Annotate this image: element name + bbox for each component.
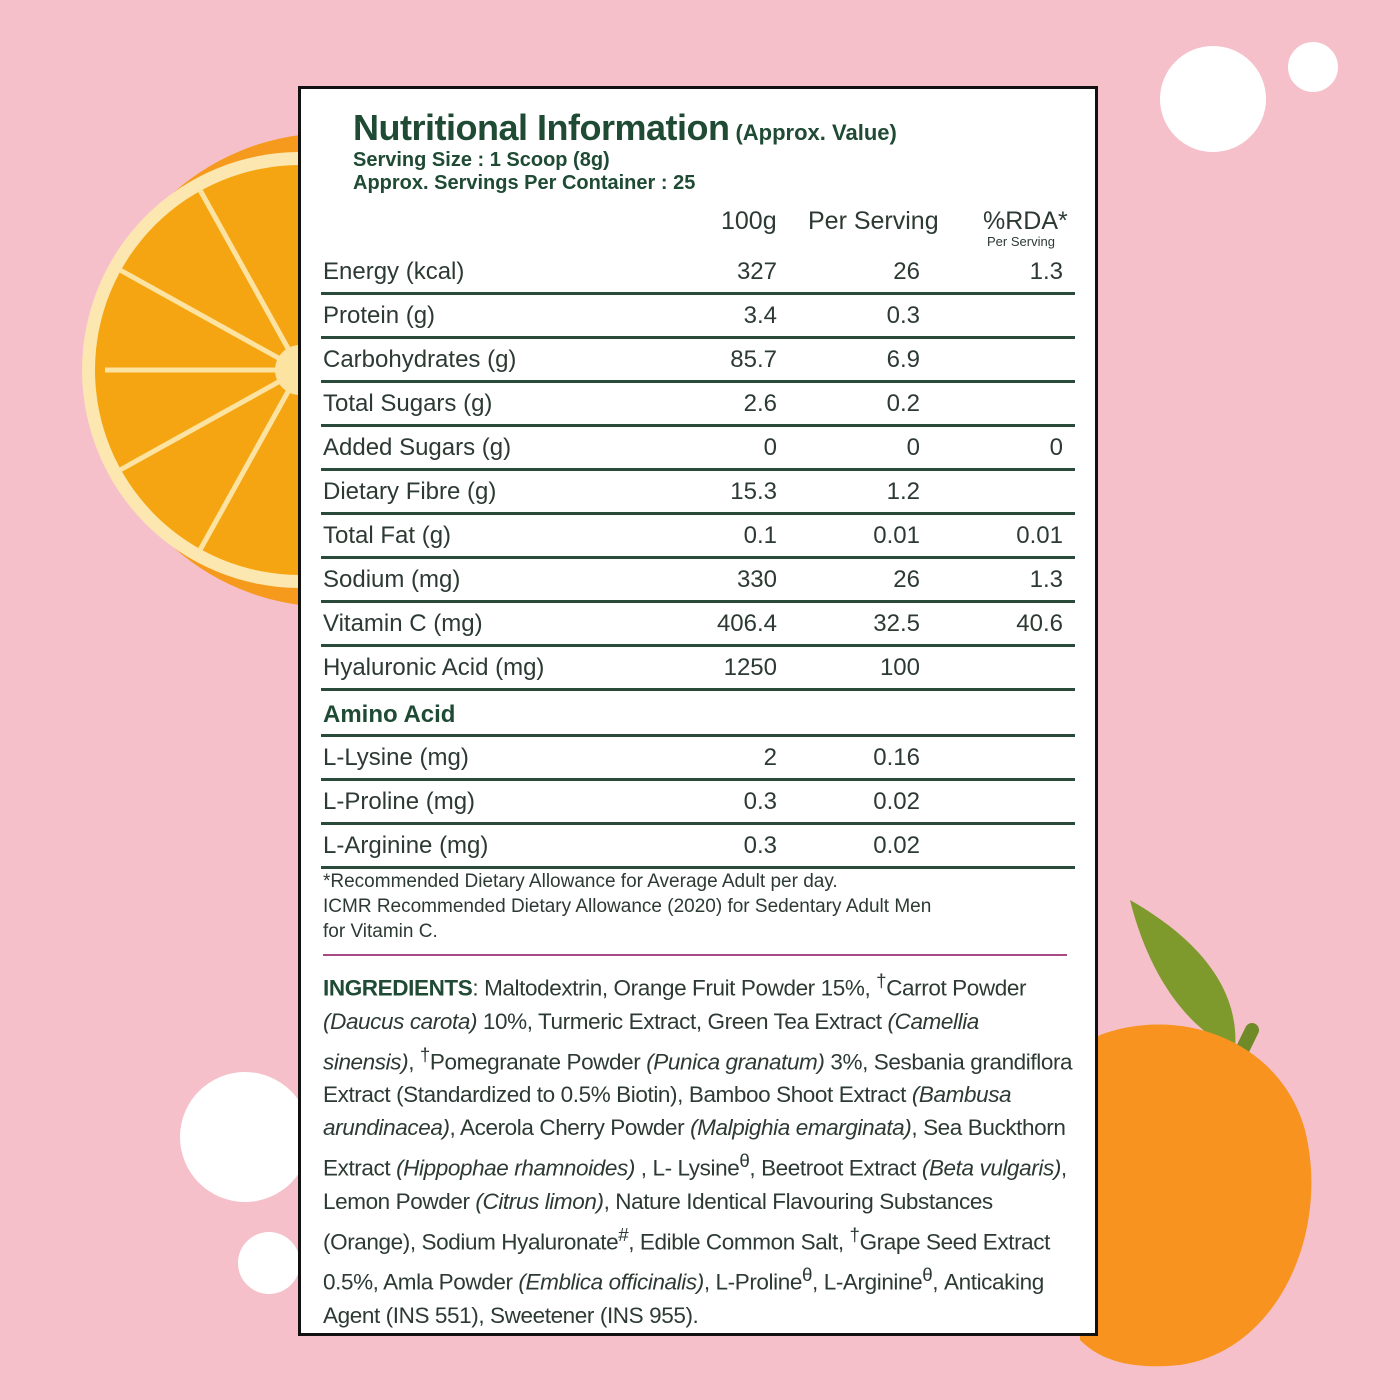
value-100g: 2.6 xyxy=(743,390,777,417)
table-row xyxy=(321,825,1075,869)
value-100g: 2 xyxy=(763,744,777,771)
value-per-serving: 0.16 xyxy=(873,744,920,771)
table-row xyxy=(321,295,1075,339)
ingredients-segment: , Beetroot Extract xyxy=(749,1155,922,1181)
bubble-left-small xyxy=(238,1232,300,1294)
orange-fruit-image xyxy=(1080,900,1320,1370)
value-100g: 1250 xyxy=(723,654,777,681)
value-per-serving: 100 xyxy=(879,654,920,681)
botanical-name: (Beta vulgaris) xyxy=(921,1155,1061,1181)
dagger-mark: † xyxy=(419,1043,430,1065)
value-per-serving: 0.3 xyxy=(886,302,920,329)
row-label: L-Arginine (mg) xyxy=(323,832,489,859)
footnote-line-3: for Vitamin C. xyxy=(323,921,438,942)
row-label: Sodium (mg) xyxy=(323,566,461,593)
row-label: Protein (g) xyxy=(323,302,436,329)
table-row xyxy=(321,603,1075,647)
table-row xyxy=(321,647,1075,691)
table-row xyxy=(321,781,1075,825)
ingredients-segment: , L- Lysine xyxy=(634,1155,740,1181)
dagger-mark: † xyxy=(849,1223,860,1245)
value-per-serving: 26 xyxy=(893,258,920,285)
value-per-serving: 32.5 xyxy=(873,610,920,637)
value-100g: 406.4 xyxy=(716,610,777,637)
title-line xyxy=(353,107,1075,149)
table-row xyxy=(321,339,1075,383)
table-row xyxy=(321,559,1075,603)
value-rda: 40.6 xyxy=(1016,610,1063,637)
botanical-name: (Hippophae rhamnoides) xyxy=(396,1155,635,1181)
row-label: Added Sugars (g) xyxy=(323,434,512,461)
value-per-serving: 0 xyxy=(906,434,920,461)
ingredients-segment: Grape Seed Extract 0.5%, Amla Powder xyxy=(323,1229,1050,1295)
value-100g: 85.7 xyxy=(730,346,777,373)
theta-mark: θ xyxy=(739,1150,750,1171)
column-header-per-serving: Per Serving xyxy=(808,207,939,235)
ingredients-segment: , Lemon Powder xyxy=(323,1155,1067,1214)
theta-mark: θ xyxy=(922,1264,933,1285)
table-row xyxy=(321,737,1075,781)
footnote xyxy=(323,869,1063,944)
value-100g: 0 xyxy=(763,434,777,461)
botanical-name: (Citrus limon) xyxy=(475,1188,604,1214)
bubble-small-top-right xyxy=(1288,42,1338,92)
table-row xyxy=(321,427,1075,471)
value-per-serving: 0.2 xyxy=(886,390,920,417)
value-rda: 1.3 xyxy=(1029,566,1063,593)
serving-size: Serving Size : 1 Scoop (8g) xyxy=(353,149,610,171)
ingredients-segment: Pomegranate Powder xyxy=(429,1049,647,1074)
botanical-name: (Camellia sinensis) xyxy=(323,1008,979,1074)
botanical-name: (Daucus carota) xyxy=(323,1008,478,1034)
ingredients-segment: : Maltodextrin, Orange Fruit Powder 15%, xyxy=(472,975,877,1001)
table-row xyxy=(321,251,1075,295)
botanical-name: (Punica granatum) xyxy=(646,1049,825,1074)
value-per-serving: 0.02 xyxy=(873,788,920,815)
footnote-line-1: *Recommended Dietary Allowance for Average Adult per day. xyxy=(323,871,838,892)
column-subheader-rda: Per Serving xyxy=(987,234,1055,249)
ingredients-text xyxy=(323,964,1075,1332)
value-100g: 0.3 xyxy=(743,832,777,859)
ingredients-heading: INGREDIENTS xyxy=(323,975,473,1001)
row-label: Total Fat (g) xyxy=(323,522,452,549)
theta-mark: θ xyxy=(801,1264,812,1285)
value-per-serving: 1.2 xyxy=(886,478,920,505)
row-label: L-Proline (mg) xyxy=(323,788,476,815)
value-100g: 15.3 xyxy=(730,478,777,505)
row-label: Energy (kcal) xyxy=(323,258,465,285)
row-label: Carbohydrates (g) xyxy=(323,346,517,373)
value-100g: 0.3 xyxy=(743,788,777,815)
value-per-serving: 0.02 xyxy=(873,832,920,859)
ingredients-segment: , Edible Common Salt, xyxy=(628,1229,850,1254)
dagger-mark: † xyxy=(876,970,887,991)
row-label: Dietary Fibre (g) xyxy=(323,478,497,505)
ingredients-segment: Carrot Powder xyxy=(886,975,1027,1001)
ingredients-segment: , L-Arginine xyxy=(812,1269,923,1295)
value-rda: 1.3 xyxy=(1029,258,1063,285)
nutrient-table xyxy=(321,251,1075,869)
panel-title: Nutritional Information xyxy=(353,107,730,148)
orange-slice-image xyxy=(60,130,300,610)
table-row xyxy=(321,515,1075,559)
ingredients-segment: , L-Proline xyxy=(703,1269,802,1295)
amino-section-title: Amino Acid xyxy=(323,701,456,728)
footnote-line-2: ICMR Recommended Dietary Allowance (2020) for Sedentary Adult Men xyxy=(323,896,932,917)
ingredients-segment: , xyxy=(408,1049,420,1074)
row-label: Total Sugars (g) xyxy=(323,390,493,417)
value-per-serving: 0.01 xyxy=(873,522,920,549)
ingredients-segment: , Sea Buckthorn Extract xyxy=(323,1115,1066,1181)
servings-per-container: Approx. Servings Per Container : 25 xyxy=(353,172,696,194)
section-divider xyxy=(323,954,1067,956)
bubble-left-large xyxy=(180,1072,310,1202)
table-row xyxy=(321,471,1075,515)
value-per-serving: 26 xyxy=(893,566,920,593)
column-header-rda: %RDA* xyxy=(983,207,1068,235)
ingredients-segment: , Anticaking Agent (INS 551), Sweetener (INS 955). xyxy=(323,1269,1044,1328)
row-label: Hyaluronic Acid (mg) xyxy=(323,654,545,681)
row-label: Vitamin C (mg) xyxy=(323,610,483,637)
bubble-large-top-right xyxy=(1160,46,1266,152)
ingredients-segment: , Nature Identical Flavouring Substances (Orange), Sodium Hyaluronate xyxy=(323,1188,993,1254)
value-rda: 0.01 xyxy=(1016,522,1063,549)
value-per-serving: 6.9 xyxy=(886,346,920,373)
botanical-name: (Bambusa arundinacea) xyxy=(323,1082,1012,1140)
row-label: L-Lysine (mg) xyxy=(323,744,469,771)
ingredients-segment: 3%, Sesbania grandiflora Extract (Standardized to 0.5% Biotin), Bamboo Shoot Extract xyxy=(323,1049,1073,1107)
ingredients-segment: , Acerola Cherry Powder xyxy=(449,1115,691,1140)
value-100g: 327 xyxy=(736,258,777,285)
panel-title-suffix: (Approx. Value) xyxy=(735,120,897,145)
section-header-row xyxy=(321,691,1075,737)
hash-mark: # xyxy=(618,1223,629,1245)
botanical-name: (Malpighia emarginata) xyxy=(690,1115,912,1140)
botanical-name: (Emblica officinalis) xyxy=(518,1269,704,1295)
value-100g: 330 xyxy=(736,566,777,593)
value-100g: 0.1 xyxy=(743,522,777,549)
column-header-100g: 100g xyxy=(721,207,777,235)
panel-header xyxy=(353,107,1075,195)
value-rda: 0 xyxy=(1049,434,1063,461)
nutrition-panel xyxy=(298,86,1098,1336)
value-100g: 3.4 xyxy=(743,302,777,329)
ingredients-segment: 10%, Turmeric Extract, Green Tea Extract xyxy=(477,1008,888,1034)
table-row xyxy=(321,383,1075,427)
